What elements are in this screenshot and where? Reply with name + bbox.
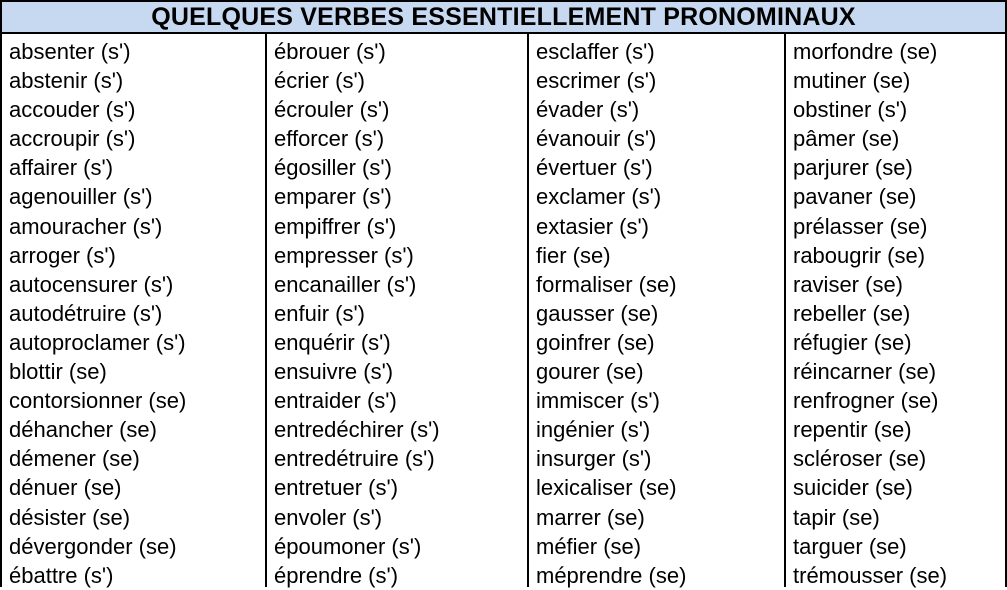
verb-cell: écrier (s') — [274, 68, 365, 94]
verb-cell: mutiner (se) — [793, 68, 911, 94]
verb-cell: démener (se) — [9, 446, 140, 472]
verb-cell: autoproclamer (s') — [9, 329, 186, 355]
verb-cell: entredéchirer (s') — [274, 417, 440, 443]
verb-cell: dénuer (se) — [9, 475, 122, 501]
verb-cell: efforcer (s') — [274, 126, 385, 152]
verb-cell: enquérir (s') — [274, 329, 391, 355]
verb-cell: évanouir (s') — [536, 126, 657, 152]
verb-cell: parjurer (se) — [793, 155, 913, 181]
table-title: QUELQUES VERBES ESSENTIELLEMENT PRONOMINAUX — [2, 2, 1005, 34]
verb-cell: éprendre (s') — [274, 562, 399, 588]
verb-cell: prélasser (se) — [793, 213, 928, 239]
verb-cell: gausser (se) — [536, 300, 659, 326]
verb-cell: autocensurer (s') — [9, 271, 174, 297]
verb-cell: targuer (se) — [793, 533, 907, 559]
verb-cell: empresser (s') — [274, 242, 414, 268]
verb-cell: insurger (s') — [536, 446, 652, 472]
verb-cell: abstenir (s') — [9, 68, 124, 94]
verb-cell: scléroser (se) — [793, 446, 927, 472]
verb-cell: morfondre (se) — [793, 39, 938, 64]
verb-cell: obstiner (s') — [793, 97, 908, 123]
verb-cell: arroger (s') — [9, 242, 116, 268]
verb-cell: immiscer (s') — [536, 388, 660, 414]
verb-cell: accouder (s') — [9, 97, 136, 123]
verb-cell: accroupir (s') — [9, 126, 136, 152]
verb-cell: déhancher (se) — [9, 417, 157, 443]
verb-cell: autodétruire (s') — [9, 300, 163, 326]
verb-cell: égosiller (s') — [274, 155, 392, 181]
verb-cell: escrimer (s') — [536, 68, 657, 94]
verb-cell: réincarner (se) — [793, 359, 937, 385]
verb-cell: repentir (se) — [793, 417, 912, 443]
verb-cell: entraider (s') — [274, 388, 397, 414]
verb-cell: blottir (se) — [9, 359, 107, 385]
verb-cell: agenouiller (s') — [9, 184, 153, 210]
verb-cell: marrer (se) — [536, 504, 645, 530]
verb-cell: empiffrer (s') — [274, 213, 397, 239]
verb-cell: formaliser (se) — [536, 271, 677, 297]
verb-cell: méprendre (se) — [536, 562, 687, 588]
verb-cell: pavaner (se) — [793, 184, 917, 210]
verb-cell: réfugier (se) — [793, 329, 912, 355]
verb-cell: lexicaliser (se) — [536, 475, 677, 501]
verb-cell: contorsionner (se) — [9, 388, 187, 414]
verb-cell: tapir (se) — [793, 504, 880, 530]
verb-cell: entretuer (s') — [274, 475, 399, 501]
verb-cell: raviser (se) — [793, 271, 904, 297]
verb-cell: écrouler (s') — [274, 97, 390, 123]
verb-cell: méfier (se) — [536, 533, 642, 559]
verb-cell: emparer (s') — [274, 184, 392, 210]
verb-cell: ensuivre (s') — [274, 359, 394, 385]
verb-cell: esclaffer (s') — [536, 39, 655, 64]
verb-column-3 — [529, 34, 786, 587]
verb-cell: désister (se) — [9, 504, 131, 530]
verb-cell: ingénier (s') — [536, 417, 651, 443]
verb-cell: pâmer (se) — [793, 126, 900, 152]
table-body — [2, 34, 1005, 587]
verb-cell: évader (s') — [536, 97, 640, 123]
verb-cell: trémousser (se) — [793, 562, 948, 588]
verb-cell: affairer (s') — [9, 155, 114, 181]
verb-cell: envoler (s') — [274, 504, 383, 530]
verb-cell: encanailler (s') — [274, 271, 417, 297]
verb-cell: rebeller (se) — [793, 300, 911, 326]
verb-cell: ébattre (s') — [9, 562, 114, 588]
verb-cell: ébrouer (s') — [274, 39, 386, 64]
verb-cell: exclamer (s') — [536, 184, 662, 210]
verb-column-4 — [786, 34, 1005, 587]
verb-cell: absenter (s') — [9, 39, 131, 64]
verb-cell: évertuer (s') — [536, 155, 653, 181]
verb-cell: renfrogner (se) — [793, 388, 939, 414]
verb-cell: dévergonder (se) — [9, 533, 177, 559]
verb-cell: goinfrer (se) — [536, 329, 655, 355]
verb-column-1 — [2, 34, 267, 587]
verb-cell: fier (se) — [536, 242, 611, 268]
verb-cell: gourer (se) — [536, 359, 644, 385]
verb-cell: suicider (se) — [793, 475, 913, 501]
verb-cell: amouracher (s') — [9, 213, 163, 239]
verb-cell: extasier (s') — [536, 213, 649, 239]
verb-cell: entredétruire (s') — [274, 446, 435, 472]
verb-cell: époumoner (s') — [274, 533, 422, 559]
verb-cell: enfuir (s') — [274, 300, 365, 326]
verb-column-2 — [267, 34, 529, 587]
verb-cell: rabougrir (se) — [793, 242, 926, 268]
